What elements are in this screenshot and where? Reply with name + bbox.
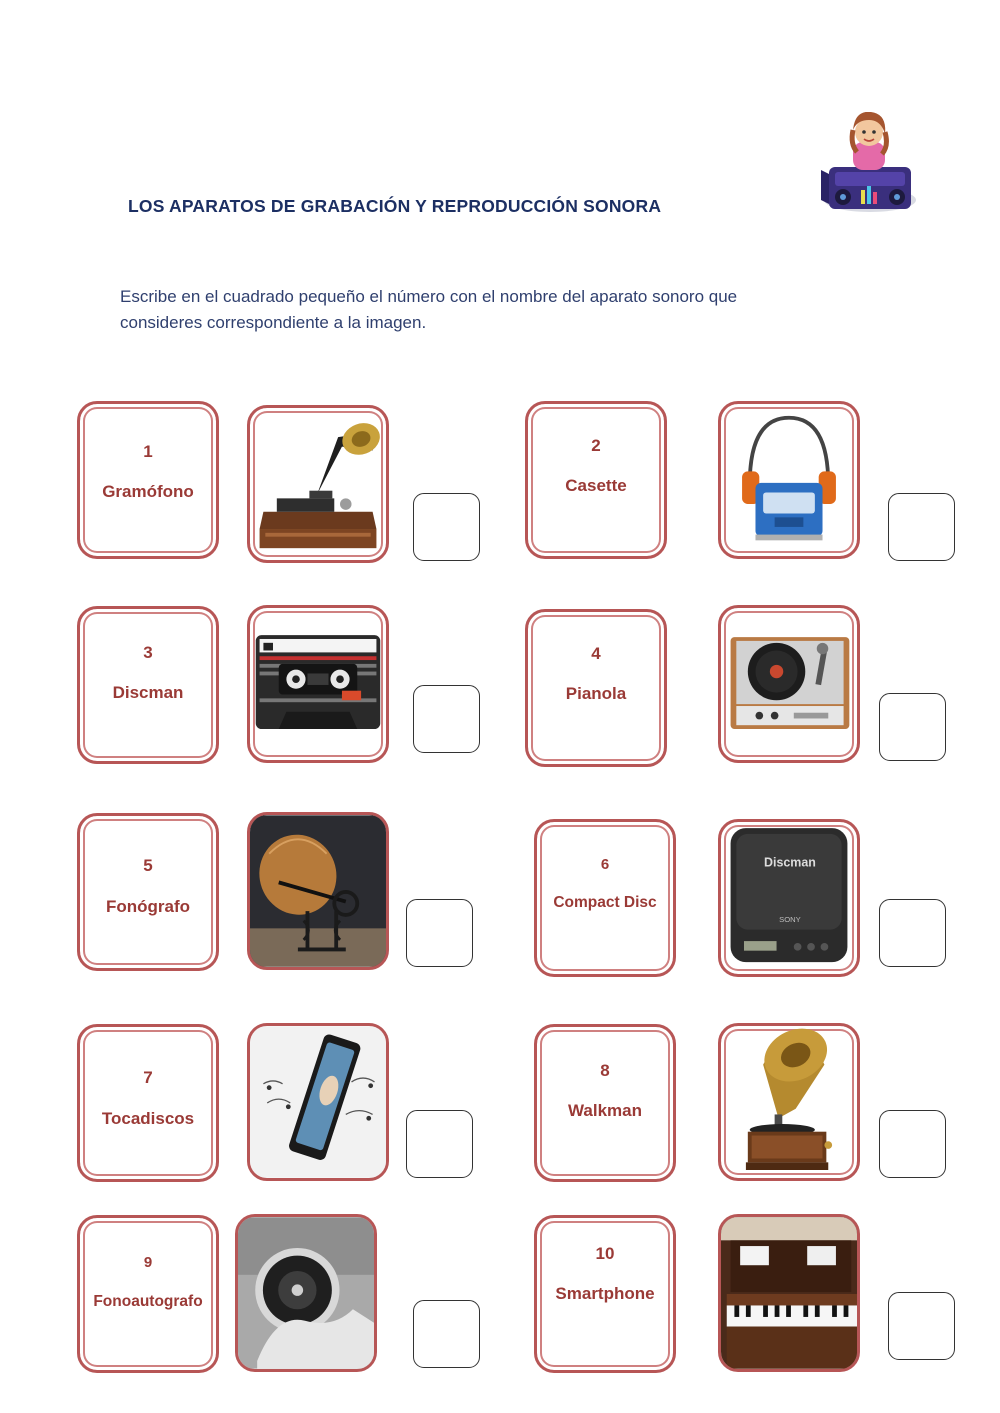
image-gramophone-edison bbox=[247, 405, 389, 563]
answer-box-6[interactable] bbox=[879, 899, 946, 967]
device-card-1 bbox=[77, 401, 219, 559]
answer-box-10[interactable] bbox=[888, 1292, 955, 1360]
instruction-line-2: consideres correspondiente a la imagen. bbox=[120, 313, 427, 332]
worksheet-title: LOS APARATOS DE GRABACIÓN Y REPRODUCCIÓN SONORA bbox=[128, 196, 662, 216]
answer-box-7[interactable] bbox=[406, 1110, 473, 1178]
discman-brand-label: Discman bbox=[764, 855, 816, 870]
device-name: Smartphone bbox=[555, 1284, 655, 1303]
image-walkman bbox=[718, 401, 860, 559]
device-number: 1 bbox=[143, 442, 153, 461]
device-number: 7 bbox=[143, 1068, 153, 1087]
instruction-line-1: Escribe en el cuadrado pequeño el número con el nombre del aparato sonoro que bbox=[120, 287, 738, 306]
image-phonautograph bbox=[247, 812, 389, 970]
device-card-5 bbox=[77, 813, 219, 971]
answer-box-9[interactable] bbox=[413, 1300, 480, 1368]
device-number: 3 bbox=[143, 643, 153, 662]
answer-box-3[interactable] bbox=[413, 685, 480, 753]
answer-box-5[interactable] bbox=[406, 899, 473, 967]
answer-box-1[interactable] bbox=[413, 493, 480, 561]
image-cassette bbox=[247, 605, 389, 763]
device-name: Pianola bbox=[565, 684, 627, 703]
image-smartphone bbox=[247, 1023, 389, 1181]
device-name: Discman bbox=[112, 683, 184, 702]
image-compact-disc bbox=[235, 1214, 377, 1372]
discman-maker-label: SONY bbox=[779, 914, 801, 924]
device-number: 6 bbox=[600, 856, 610, 873]
device-name: Compact Disc bbox=[553, 894, 657, 911]
device-card-7 bbox=[77, 1024, 219, 1182]
device-card-10 bbox=[534, 1215, 676, 1373]
device-number: 9 bbox=[143, 1254, 153, 1271]
device-name: Casette bbox=[565, 476, 627, 495]
device-number: 4 bbox=[591, 644, 601, 663]
device-name: Walkman bbox=[567, 1101, 642, 1120]
device-number: 2 bbox=[591, 436, 601, 455]
device-name: Gramófono bbox=[102, 482, 194, 501]
device-number: 5 bbox=[143, 856, 153, 875]
image-record-player bbox=[718, 605, 860, 763]
device-name: Tocadiscos bbox=[101, 1109, 195, 1128]
device-card-6 bbox=[534, 819, 676, 977]
image-discman bbox=[718, 819, 860, 977]
device-card-3 bbox=[77, 606, 219, 764]
device-card-2 bbox=[525, 401, 667, 559]
device-name: Fonoautografo bbox=[93, 1293, 203, 1310]
answer-box-4[interactable] bbox=[879, 693, 946, 761]
answer-box-2[interactable] bbox=[888, 493, 955, 561]
answer-box-8[interactable] bbox=[879, 1110, 946, 1178]
image-gramophone bbox=[718, 1023, 860, 1181]
instructions bbox=[120, 284, 920, 336]
device-number: 8 bbox=[600, 1061, 610, 1080]
device-card-8 bbox=[534, 1024, 676, 1182]
device-card-9 bbox=[77, 1215, 219, 1373]
device-name: Fonógrafo bbox=[105, 897, 191, 916]
device-number: 10 bbox=[595, 1244, 615, 1263]
image-pianola bbox=[718, 1214, 860, 1372]
device-card-4 bbox=[525, 609, 667, 767]
dj-mascot-icon bbox=[815, 112, 925, 220]
